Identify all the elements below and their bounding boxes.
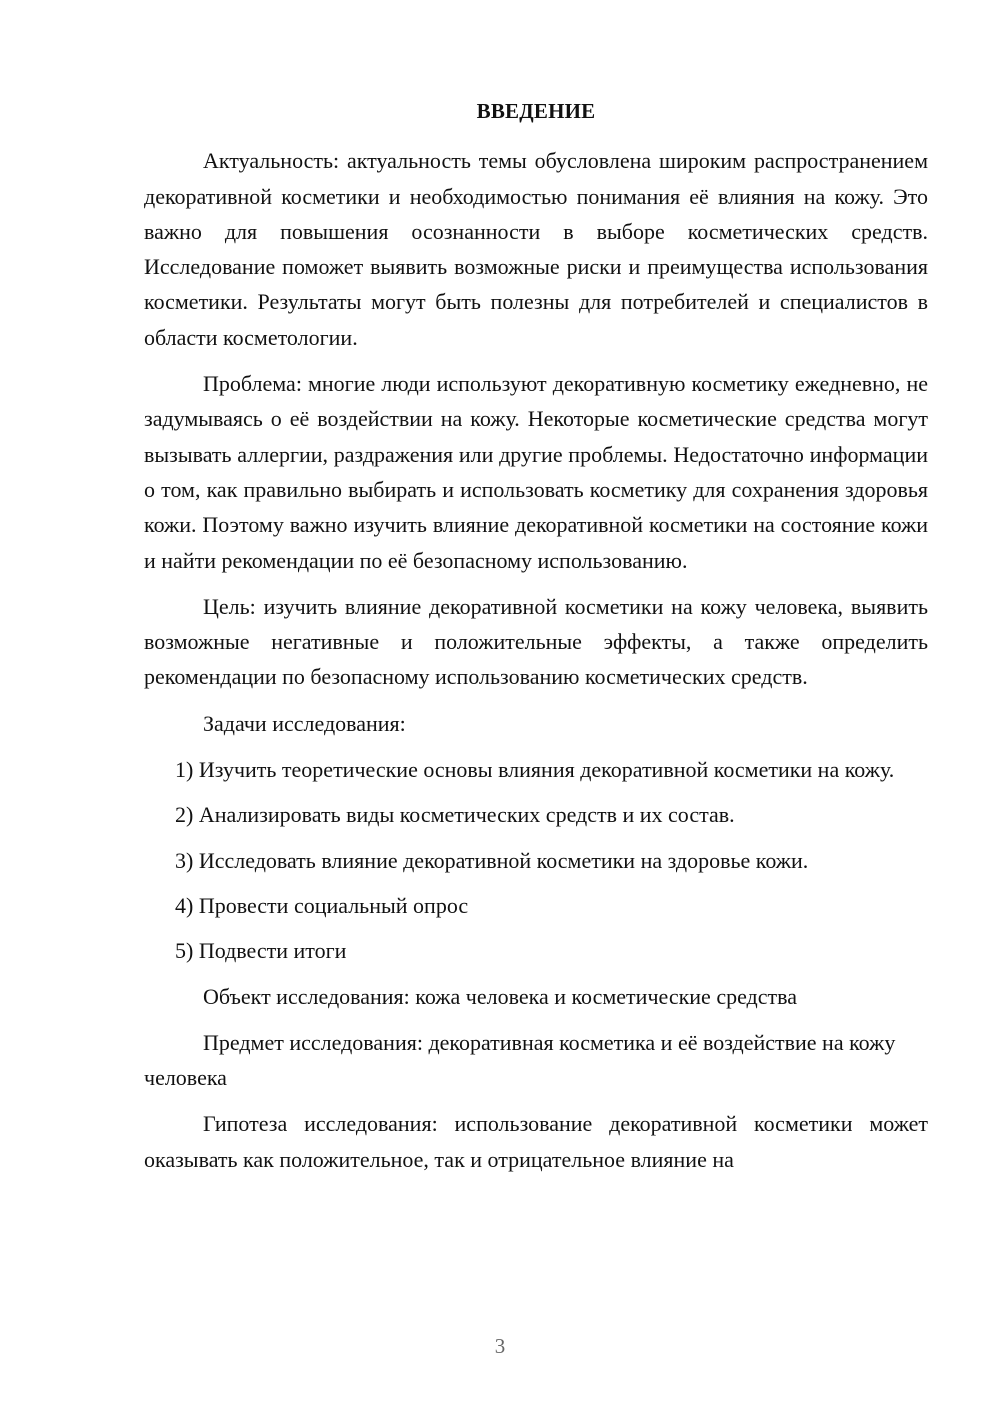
subject-paragraph: Предмет исследования: декоративная косметика и её воздействие на кожу человека <box>144 1029 896 1091</box>
goal-paragraph: Цель: изучить влияние декоративной косметики на кожу человека, выявить возможные негативные и положительные эффекты, а также определить рекомендации по безопасному использованию косметических средств. <box>144 593 928 690</box>
section-title: ВВЕДЕНИЕ <box>476 99 596 123</box>
page-number: 3 <box>494 1334 506 1358</box>
tasks-heading: Задачи исследования: <box>203 710 406 736</box>
task-item-4: 4) Провести социальный опрос <box>175 892 469 918</box>
page-content <box>144 94 928 1188</box>
task-item-3: 3) Исследовать влияние декоративной косметики на здоровье кожи. <box>175 847 809 873</box>
relevance-paragraph: Актуальность: актуальность темы обусловлена широким распространением декоративной косметики и необходимостью понимания её влияния на кожу. Это важно для повышения осознанности в выборе косметических средств. Исследование поможет выявить возможные риски и преимущества использования косметики. Результаты могут быть полезны для потребителей и специалистов в области косметологии. <box>144 148 928 350</box>
task-item-1: 1) Изучить теоретические основы влияния декоративной косметики на кожу. <box>175 757 895 783</box>
object-paragraph: Объект исследования: кожа человека и косметические средства <box>203 983 797 1009</box>
task-item-2: 2) Анализировать виды косметических средств и их состав. <box>175 802 735 828</box>
task-item-5: 5) Подвести итоги <box>175 938 347 964</box>
hypothesis-paragraph: Гипотеза исследования: использование декоративной косметики может оказывать как положительное, так и отрицательное влияние на <box>144 1111 928 1172</box>
problem-paragraph: Проблема: многие люди используют декоративную косметику ежедневно, не задумываясь о её воздействии на кожу. Некоторые косметические средства могут вызывать аллергии, раздражения или другие проблемы. Недостаточно информации о том, как правильно выбирать и использовать косметику для сохранения здоровья кожи. Поэтому важно изучить влияние декоративной косметики на состояние кожи и найти рекомендации по её безопасному использованию. <box>144 371 928 573</box>
